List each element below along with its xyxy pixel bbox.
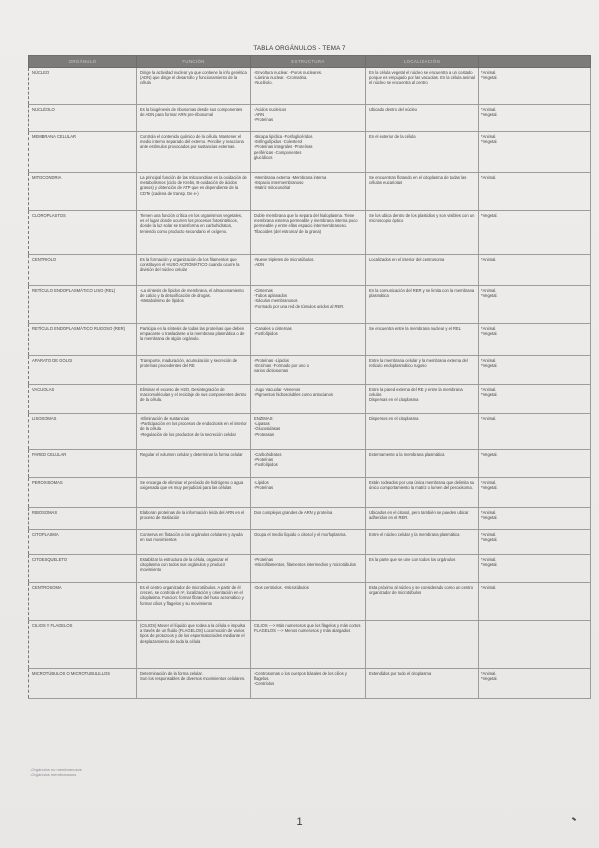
organelle-function: Dirige la actividad nuclear ya que contiene la info genética (ADN) que dirige el desarrollo y funcionamiento de la célula	[137, 68, 251, 105]
organelle-structure: -Membrana externa -Membrana interna -Espacio intermembranoso -Matriz mitocondrial	[251, 173, 366, 211]
organelle-name: CENTROSOMA	[29, 583, 137, 621]
organelle-function: Tienen una función crítica en los organismos vegetales, es el lugar donde ocurren los procesos fotosintéticos, donde la luz solar se transforma en carbohidratos, teniendo como producto secundario el oxígeno.	[137, 211, 251, 255]
organelle-location: Ubicado dentro del núcleo	[366, 105, 479, 132]
organelle-type: *Animal. *Vegetal.	[479, 508, 591, 530]
legend-item: -Orgánulos no membranosos	[30, 767, 82, 772]
organelle-type: *Animal.	[479, 255, 591, 286]
organelle-type: *Animal.	[479, 414, 591, 450]
organelle-function: Regular el volumen celular y determinar la forma celular	[137, 450, 251, 478]
organelle-name: LISOSOMAS	[29, 414, 137, 450]
organelle-type	[479, 621, 591, 669]
organelle-function: -La síntesis de lípidos de membrana, el almacenamiento de calcio y la detoxificación de drogas. -Metabolismo de lípidos	[137, 286, 251, 324]
table-row	[29, 414, 591, 450]
table-row	[29, 211, 591, 255]
organelle-function: Transporte, maduración, acumulación y secreción de proteínas procedentes del RE	[137, 356, 251, 385]
table-row	[29, 68, 591, 105]
organelle-type: *Animal. *Vegetal.	[479, 669, 591, 699]
table-row	[29, 385, 591, 414]
organelle-location: Ubicados en el citosol, pero también se pueden ubicar adheridos en el RER.	[366, 508, 479, 530]
organelle-location: Dispersos en el citoplasma	[366, 414, 479, 450]
organelle-location: Localizados en el interior del centrosoma	[366, 255, 479, 286]
page-number: 1	[296, 816, 303, 828]
table-row	[29, 356, 591, 385]
organelle-type: *Vegetal.	[479, 450, 591, 478]
organelle-name: APARATO DE GOLGI	[29, 356, 137, 385]
table-row	[29, 621, 591, 669]
table-row	[29, 669, 591, 699]
organelle-structure: Doble membrana que lo separa del hialoplasma. Tiene membrana externa permeable y membrana interna poco permeable y entre ellas espacio intermembranoso. Tilacoides (del estroma/ de la grana)	[251, 211, 366, 255]
organelle-function: (CILIOS) Mover el líquido que rodea a la célula e impulsa a través de un fluido (FLAGELOS) Locomoción de varios tipos de protozoos y de los espermatozoides mediante el desplazamiento de toda la célula	[137, 621, 251, 669]
organelle-location: En la célula vegetal el núcleo se encuentra a un costado porque es empujado por las vacuolas. En la célula animal el núcleo se encuentra al centro	[366, 68, 479, 105]
legend	[30, 767, 82, 777]
header-organelle: ORGÁNULO	[29, 56, 137, 68]
organelle-structure: -Centrosomas o los cuerpos básales de los cilios y flagelos. -Centríolos	[251, 669, 366, 699]
organelle-type: *Animal. *Vegetal.	[479, 68, 591, 105]
header-function: FUNCIÓN	[137, 56, 251, 68]
organelle-location: Externamente a la membrana plasmática	[366, 450, 479, 478]
table-row	[29, 173, 591, 211]
organelle-type: *Animal. *Vegetal.	[479, 478, 591, 508]
organelle-structure: -Dos centriolos. -Microtúbulos	[251, 583, 366, 621]
organelle-type: *Vegetal.	[479, 211, 591, 255]
organelle-name: CITOESQUELETO	[29, 555, 137, 583]
organelle-location: En la comunicación del RER y se limita con la membrana plasmática	[366, 286, 479, 324]
organelle-location: Se los ubica dentro de los plastidios y son visibles con un microscopio óptico	[366, 211, 479, 255]
organelle-type: *Animal.	[479, 583, 591, 621]
table-row	[29, 286, 591, 324]
organelle-structure: -Bicapa lipídica -Fosfoglicéridos -Esfingolípidos -Colesterol -Proteínas integrales -Proteínas periféricas -Componentes glucídicos	[251, 132, 366, 173]
organelle-location: Se encuentra entre la membrana nuclear y el REL	[366, 324, 479, 356]
organelle-name: VACUOLAS	[29, 385, 137, 414]
organelle-structure: -Lípidos -Proteínas	[251, 478, 366, 508]
organelle-location: Entre la pared externa del RE y entre la membrana celular. Dispersas en el citoplasma	[366, 385, 479, 414]
organelle-type: *Animal. *Vegetal.	[479, 105, 591, 132]
organelle-type: *Animal.	[479, 173, 591, 211]
organelle-name: MICROTÚBULOS O MICROTUBULILLOS	[29, 669, 137, 699]
table-row	[29, 105, 591, 132]
organelle-type: *Animal. *Vegetal.	[479, 132, 591, 173]
organelle-location: Están rodeados por una única membrana que delimita su único comportamiento la matriz o lumen del peroxisoma.	[366, 478, 479, 508]
organelle-function: Es el centro organizador de microtúbulos. A partir de él crecen, se controla el nº, localización y orientación en el citoplasma. Funcion: formar fibras del huso acromático y formar cilios y flagelos y su movimiento	[137, 583, 251, 621]
organelle-function: Eliminar el exceso de H2O, Desintegración de macromoléculas y el reciclaje de sus componentes dentro de la célula.	[137, 385, 251, 414]
organelle-name: RIBOSOMAS	[29, 508, 137, 530]
table-row	[29, 132, 591, 173]
organelle-function: Es la formación y organización de los filamentos que constituyen el HUSO ACROMÁTICO cuando ocurre la división del núcleo celular	[137, 255, 251, 286]
organelle-type: *Animal. *Vegetal.	[479, 356, 591, 385]
legend-item: -Orgánulos membranosos	[30, 772, 77, 778]
organelle-name: RETÍCULO ENDOPLASMÁTICO LISO (REL)	[29, 286, 137, 324]
header-type	[479, 56, 591, 68]
table-row	[29, 324, 591, 356]
organelle-location	[366, 621, 479, 669]
organelle-location: Extendidos por todo el citoplasma	[366, 669, 479, 699]
organelle-function: Establizar la estructura de la célula, organizar el citoplasma con todos sus orgánulos y producir movimiento	[137, 555, 251, 583]
organelle-structure: -Nueve tripletes de microtúbulos. -ADN	[251, 255, 366, 286]
organelle-function: Participa en la síntesis de todas las proteínas que deben empacarse o trasladarse a la membrana plasmática o de la membrana de algún orgánulo.	[137, 324, 251, 356]
organelle-function: Determinación de la forma celular. Son los responsables de diversos movimientos celulares.	[137, 669, 251, 699]
organelle-structure: -Jugo Vacuolar -Venenos -Pigmentos hidrosolubles como antocianos	[251, 385, 366, 414]
organelle-name: MEMBRANA CELULAR	[29, 132, 137, 173]
organelle-location: En el exterior de la célula	[366, 132, 479, 173]
organelle-structure: -Proteínas -Microfilamentos, filamentos intermedios y microtúbulos	[251, 555, 366, 583]
organelle-structure: -Canales o cisternas -Fosfolípidos	[251, 324, 366, 356]
organelle-name: CITOPLASMA	[29, 530, 137, 555]
organelle-function: Conserva en flotación a los orgánulos celulares y ayuda en sus movimientos	[137, 530, 251, 555]
organelle-location: Entre la membrana celular y la membrana externa del retículo endoplasmático rugoso	[366, 356, 479, 385]
organelle-type: *Animal. *Vegetal.	[479, 286, 591, 324]
organelle-type: *Animal. *Vegetal.	[479, 530, 591, 555]
organelle-function: Controla el contenido químico de la célula. Mantener el medio interno separado del externo. Percibe y reacciona ante estímulos provocados por sustancias externas.	[137, 132, 251, 173]
header-location: LOCALIZACIÓN	[366, 56, 479, 68]
organelle-structure: -Proteínas -Lípidos -Enzimas -Formado por uno o varios dictiosomas	[251, 356, 366, 385]
organelle-structure: Dos complejos grandes de ARN y proteína	[251, 508, 366, 530]
table-row	[29, 555, 591, 583]
organelle-type: *Animal. *Vegetal.	[479, 324, 591, 356]
organelle-structure: -Cisternas -Tubos aplanados -Sáculos membranosos -Formado por una red de túmulos unidos al RER.	[251, 286, 366, 324]
table-row	[29, 508, 591, 530]
organelle-name: CILIOS Y FLAGELOS	[29, 621, 137, 669]
organelle-type: *Animal. *Vegetal.	[479, 385, 591, 414]
organelle-structure: CILIOS ---> Más numerosos que los flagelos y más cortos FLAGELOS ---> Menos numerosos y más alargados	[251, 621, 366, 669]
organelle-function: -Eliminación de sustancias -Participación en los procesos de endocitosis en el interior de la célula -Regulación de los productos de la secreción celular	[137, 414, 251, 450]
organelle-location: Se encuentran flotando en el citoplasma de todas las células eucariotas	[366, 173, 479, 211]
organelle-structure: Ocupa el medio líquido o citosol y el morfoplasma.	[251, 530, 366, 555]
organelles-table	[28, 55, 591, 699]
header-structure: ESTRUCTURA	[251, 56, 366, 68]
organelle-structure: -Envoltura nuclear. -Poros nucleares. -Lámina nuclear. -Cromatina. -Nucléolo.	[251, 68, 366, 105]
organelle-function: Elaboran proteínas de la información leída del ARN en el proceso de traslación	[137, 508, 251, 530]
organelle-type: *Animal. *Vegetal.	[479, 555, 591, 583]
organelle-function: Es la biogénesis de ribosomas desde sus componentes de ADN para formar ARN pre-ribosomal	[137, 105, 251, 132]
organelle-location: Entre el núcleo celular y la membrana plasmática	[366, 530, 479, 555]
organelle-name: CENTRIOLO	[29, 255, 137, 286]
organelle-function: Se encarga de eliminar el peróxido de hidrógeno o agua oxigenada que es muy perjudicial para las células	[137, 478, 251, 508]
organelle-location: Es la parte que se une con todos los orgánulos	[366, 555, 479, 583]
table-header-row	[29, 56, 591, 68]
organelle-name: PARED CELULAR	[29, 450, 137, 478]
table-row	[29, 530, 591, 555]
page-title: TABLA ORGÁNULOS - TEMA 7	[253, 45, 346, 52]
organelle-name: NÚCLEO	[29, 68, 137, 105]
organelle-name: RETÍCULO ENDOPLASMÁTICO RUGOSO (RER)	[29, 324, 137, 356]
organelle-location: Esta próximo al núcleo y se considerado como un centro organizador de microtúbulos	[366, 583, 479, 621]
table-row	[29, 478, 591, 508]
organelle-structure: -Ácidos nucleicos -ARN -Proteínas	[251, 105, 366, 132]
table-row	[29, 255, 591, 286]
organelle-name: MITOCONDRIA	[29, 173, 137, 211]
organelle-function: La principal función de las mitocondrias es la oxidación de metabolismos (ciclo de Krebs, B-oxidación de ácidos grasos) y obtención de ATP que es dependiente de la CDTe (cadena de transp. De e-)	[137, 173, 251, 211]
table-row	[29, 450, 591, 478]
organelle-name: NUCLÉOLO	[29, 105, 137, 132]
organelle-name: CLOROPLASTOS	[29, 211, 137, 255]
organelle-structure: ENZIMAS: -Lipasas -Glucosidasas -Proteasas	[251, 414, 366, 450]
table-row	[29, 583, 591, 621]
organelle-structure: -Carbohidratos -Proteínas -Fosfolípidos	[251, 450, 366, 478]
organelle-name: PEROXISOMAS	[29, 478, 137, 508]
